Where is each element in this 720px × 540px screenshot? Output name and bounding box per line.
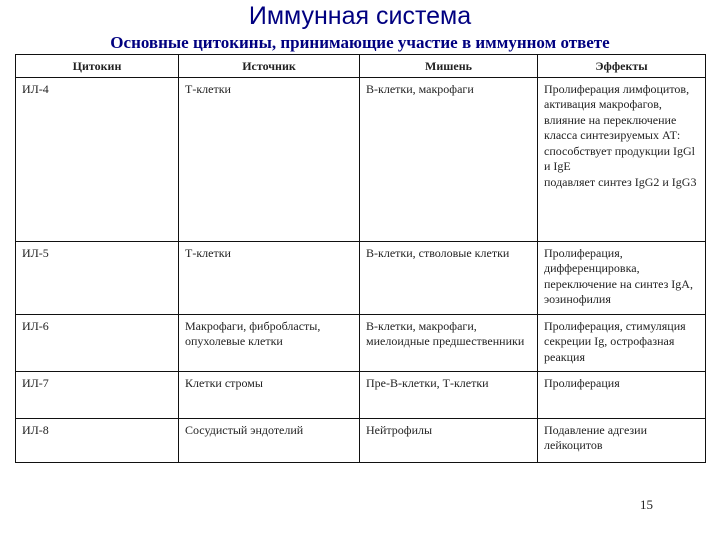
- cell-source: Т-клетки: [179, 241, 360, 314]
- cell-target: В-клетки, макрофаги, миелоидные предшественники: [360, 314, 538, 371]
- page-number: 15: [640, 497, 653, 512]
- cell-cytokine: ИЛ-8: [16, 418, 179, 462]
- cell-target: В-клетки, макрофаги: [360, 77, 538, 241]
- slide-subtitle: Основные цитокины, принимающие участие в иммунном ответе: [110, 33, 610, 52]
- effects-line: Пролиферация, дифференцировка, переключение на синтез IgA, эозинофилия: [544, 245, 693, 306]
- table-header-row: [16, 55, 706, 78]
- cell-cytokine: ИЛ-5: [16, 241, 179, 314]
- table-row: [16, 371, 706, 418]
- header-target: Мишень: [360, 55, 538, 78]
- table-row: [16, 314, 706, 371]
- effects-line: Пролиферация: [544, 375, 620, 390]
- table-row: [16, 418, 706, 462]
- cell-effects: [538, 77, 706, 241]
- cell-source: Сосудистый эндотелий: [179, 418, 360, 462]
- effects-line: Пролиферация, стимуляция секреции Ig, острофазная реакция: [544, 318, 686, 364]
- cell-effects: [538, 371, 706, 418]
- effects-line: Пролиферация лимфоцитов, активация макрофагов, влияние на переключение класса синтезируемых АТ:: [544, 81, 690, 142]
- header-cytokine: Цитокин: [16, 55, 179, 78]
- cell-target: Пре-В-клетки, Т-клетки: [360, 371, 538, 418]
- header-effects: Эффекты: [538, 55, 706, 78]
- table-row: [16, 77, 706, 241]
- slide-title: Иммунная система: [248, 2, 472, 30]
- effects-line: способствует продукции IgGl и IgE: [544, 143, 695, 173]
- cell-cytokine: ИЛ-6: [16, 314, 179, 371]
- cell-source: Клетки стромы: [179, 371, 360, 418]
- cell-effects: [538, 418, 706, 462]
- effects-line: Подавление адгезии лейкоцитов: [544, 422, 647, 452]
- cell-source: Т-клетки: [179, 77, 360, 241]
- header-source: Источник: [179, 55, 360, 78]
- cell-cytokine: ИЛ-4: [16, 77, 179, 241]
- cell-target: Нейтрофилы: [360, 418, 538, 462]
- cell-source: Макрофаги, фибробласты, опухолевые клетки: [179, 314, 360, 371]
- cell-cytokine: ИЛ-7: [16, 371, 179, 418]
- cell-effects: [538, 241, 706, 314]
- cell-target: В-клетки, стволовые клетки: [360, 241, 538, 314]
- cytokine-table: [15, 54, 706, 463]
- table-row: [16, 241, 706, 314]
- effects-line: подавляет синтез IgG2 и IgG3: [544, 174, 697, 189]
- cell-effects: [538, 314, 706, 371]
